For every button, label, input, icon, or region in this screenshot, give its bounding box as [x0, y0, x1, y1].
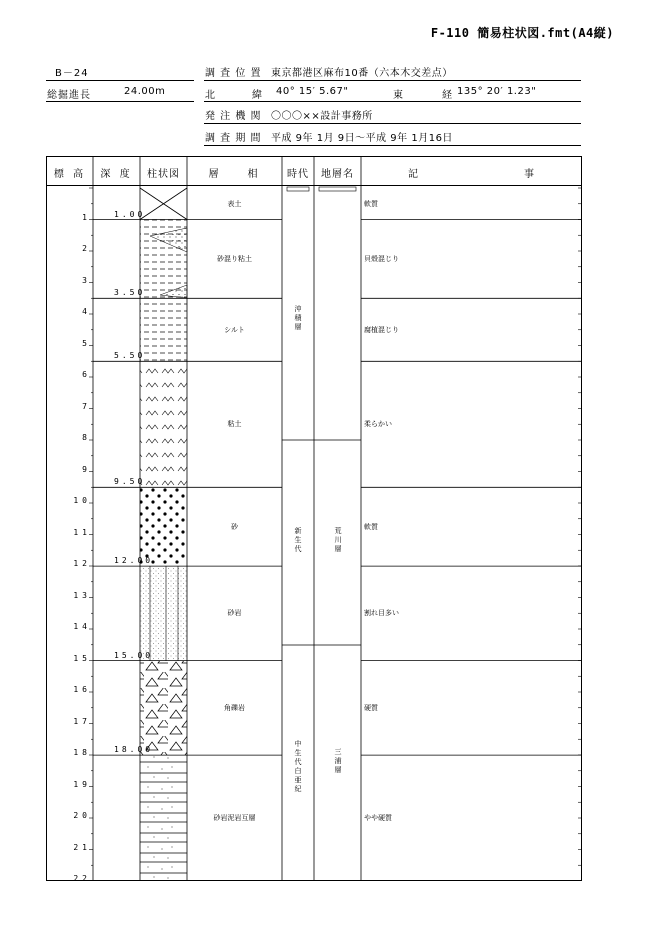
layer-remark: 割れ目多い	[364, 609, 399, 618]
depth-label: 12.00	[114, 556, 154, 565]
location-value: 東京都港区麻布10番（六本木交差点）	[271, 68, 453, 79]
layer-remark: やや硬質	[364, 813, 392, 822]
header-formation: 地層名	[321, 169, 354, 180]
era-cenozoic: 新生代	[294, 527, 302, 553]
formation-arakawa: 荒川層	[334, 527, 342, 553]
layer-name: 砂岩泥岩互層	[213, 813, 256, 822]
client-value: 〇〇〇××設計事務所	[271, 111, 373, 122]
elevation-number: 18	[73, 748, 91, 757]
depth-label: 15.00	[114, 650, 154, 660]
elevation-number: 16	[73, 685, 91, 694]
layer-name: 粘土	[227, 420, 242, 429]
elevation-number: 15	[73, 653, 91, 663]
document-title: F-110 簡易柱状図.fmt(A4縦)	[430, 26, 614, 40]
elevation-number: 21	[73, 842, 91, 852]
elevation-number: 3	[82, 275, 91, 285]
east-sub: 経	[442, 90, 453, 101]
depth-label: 5.50	[114, 351, 146, 361]
elevation-number: 19	[73, 779, 91, 789]
layer-name: 砂	[231, 522, 238, 531]
elevation-number: 20	[73, 811, 91, 820]
elevation-number: 11	[73, 527, 91, 537]
depth-label: 18.00	[114, 745, 154, 754]
header-remarks-b: 事	[524, 169, 537, 180]
layer-name: 砂岩	[227, 609, 242, 618]
east-value: 135° 20′ 1.23"	[457, 86, 537, 97]
header-era: 時代	[287, 169, 309, 180]
north-value: 40° 15′ 5.67"	[276, 86, 349, 97]
east-label: 東	[393, 90, 404, 101]
layer-remark: 軟質	[364, 199, 378, 208]
era-alluvium: 沖積層	[294, 305, 302, 331]
layer-name: 砂混り粘土	[217, 254, 252, 263]
north-label: 北	[205, 90, 216, 101]
client-label: 発 注 機 関	[205, 111, 262, 122]
depth-label: 1.00	[114, 209, 146, 219]
depth-label: 9.50	[114, 477, 146, 487]
elevation-number: 7	[82, 401, 91, 411]
layer-remark: 貝殻混じり	[364, 254, 399, 263]
elevation-number: 10	[73, 496, 91, 505]
elevation-number: 5	[82, 338, 91, 348]
column-patterns	[140, 188, 187, 880]
total-length-label: 総掘進長	[47, 90, 91, 101]
layer-remark: 硬質	[364, 703, 378, 712]
era-mesozoic-cretaceous: 中生代白亜紀	[294, 740, 302, 793]
elevation-number: 17	[73, 716, 91, 726]
elevation-number: 2	[82, 244, 91, 253]
elevation-number: 6	[82, 370, 91, 379]
header-elevation: 標 高	[53, 169, 87, 180]
period-value: 平成 9年 1月 9日～平成 9年 1月16日	[271, 133, 453, 144]
elevation-number: 12	[73, 559, 91, 568]
elevation-number: 8	[82, 433, 91, 442]
elevation-number: 4	[82, 307, 91, 316]
period-label: 調 査 期 間	[205, 133, 262, 144]
elevation-number: 13	[73, 590, 91, 600]
boring-number: B－24	[55, 68, 89, 79]
layer-remark: 腐植混じり	[364, 325, 399, 334]
layer-name: 角礫岩	[224, 703, 245, 712]
elevation-number: 1	[82, 212, 91, 222]
elevation-number: 22	[73, 874, 91, 883]
elevation-number: 9	[82, 464, 91, 474]
layer-remark: 柔らかい	[364, 420, 392, 429]
depth-label: 3.50	[114, 288, 146, 298]
formation-miura: 三浦層	[334, 748, 342, 774]
elevation-number: 14	[73, 622, 91, 631]
header-remarks-a: 記	[408, 169, 421, 180]
header-depth: 深 度	[100, 169, 133, 180]
location-label: 調 査 位 置	[205, 68, 262, 79]
header-column: 柱状図	[147, 169, 180, 180]
header-layer: 層 相	[208, 169, 261, 180]
north-sub: 緯	[252, 90, 263, 101]
layer-remark: 軟質	[364, 522, 378, 531]
total-length-value: 24.00m	[124, 86, 166, 97]
layer-name: シルト	[224, 325, 245, 334]
layer-name: 表土	[227, 199, 242, 208]
